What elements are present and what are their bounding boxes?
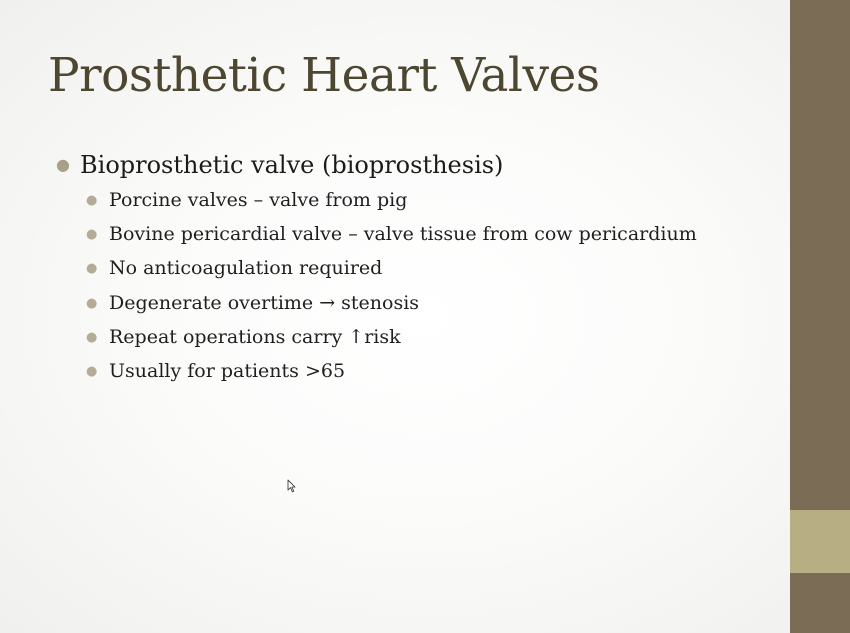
sub-bullet-text: Bovine pericardial valve – valve tissue from cow pericardium: [109, 223, 697, 246]
sub-bullet-item: [86, 257, 697, 291]
bullet-dot-icon: ●: [86, 329, 98, 345]
mouse-pointer-icon: [287, 479, 296, 493]
bullet-dot-icon: ●: [56, 155, 70, 174]
sub-bullet-item: [86, 326, 697, 360]
bullet-text: Bioprosthetic valve (bioprosthesis): [80, 151, 504, 179]
bullet-dot-icon: ●: [86, 295, 98, 311]
sub-bullet-list: [56, 189, 697, 394]
bullet-dot-icon: ●: [86, 193, 98, 208]
sub-bullet-text: Usually for patients >65: [109, 359, 346, 382]
slide-title: Prosthetic Heart Valves: [48, 48, 600, 103]
sub-bullet-item: [86, 292, 697, 326]
bullet-level-1: [56, 151, 697, 187]
sub-bullet-item: [86, 223, 697, 257]
sub-bullet-text: Porcine valves – valve from pig: [109, 189, 408, 211]
sub-bullet-item: [86, 360, 697, 394]
sub-bullet-text: Degenerate overtime → stenosis: [109, 291, 420, 314]
sub-bullet-text: No anticoagulation required: [109, 257, 383, 280]
bullet-dot-icon: ●: [86, 363, 98, 379]
bullet-dot-icon: ●: [86, 227, 98, 243]
sub-bullet-text: Repeat operations carry ↑risk: [109, 325, 401, 348]
list-item: [56, 151, 697, 394]
bullet-list: [56, 151, 697, 394]
bullet-dot-icon: ●: [86, 261, 98, 277]
sub-bullet-item: [86, 189, 697, 223]
decorative-side-bar-accent: [790, 510, 850, 573]
